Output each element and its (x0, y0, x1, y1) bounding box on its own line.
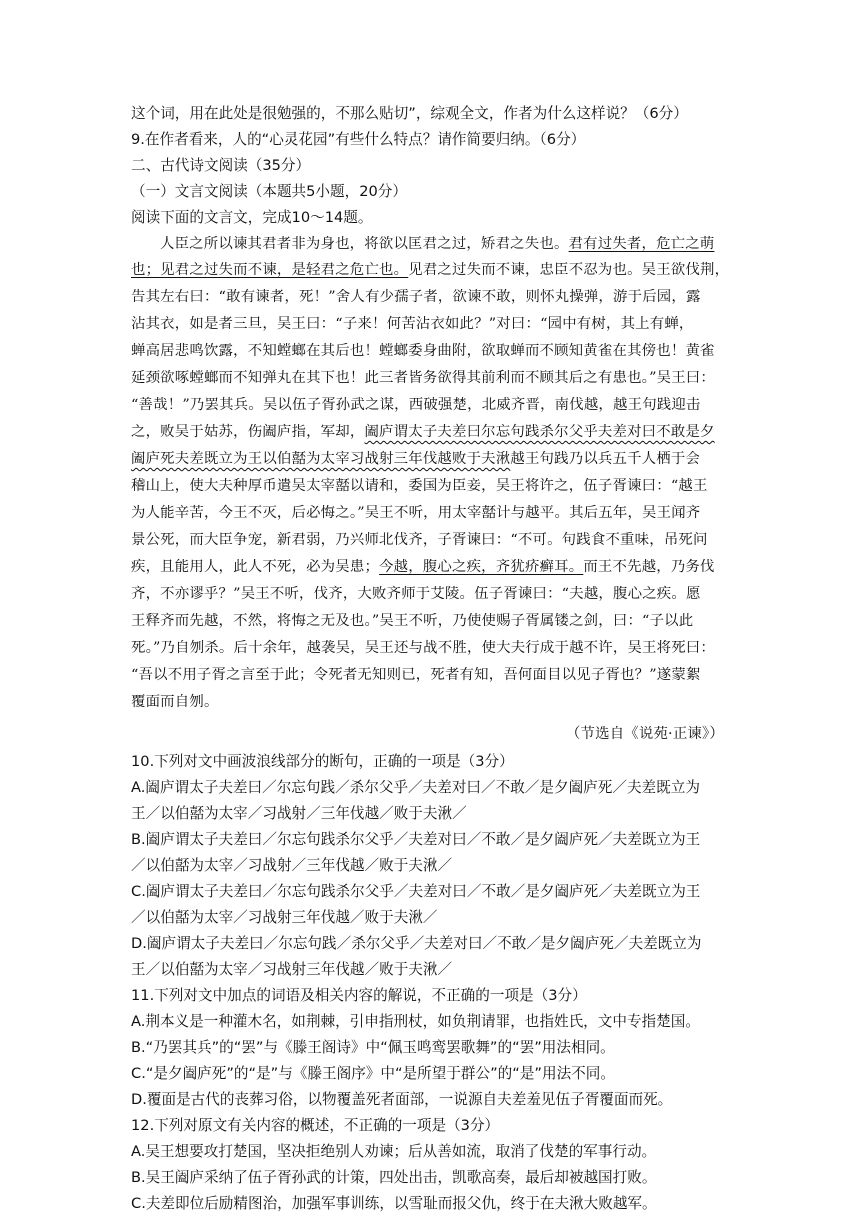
wavy-underlined-text: 阖庐谓太子夫差曰尔忘句践杀尔父乎夫差对曰不敢是夕 (364, 424, 715, 440)
q11-option-c: C.“是夕阖庐死”的“是”与《滕王阁序》中“是所望于群公”的“是”用法不同。 (131, 1065, 615, 1082)
passage-source: （节选自《说苑·正谏》） (565, 726, 724, 742)
passage-line-2: 也；见君之过失而不谏，是轻君之危亡也。见君之过失而不谏，忠臣不忍为也。吴王欲伐荆， (131, 262, 730, 278)
passage-line-10: 稽山上，使大夫种厚币遣吴太宰嚭以请和，委国为臣妾，吴王将许之，伍子胥谏曰：“越王 (131, 478, 708, 494)
instruction: 阅读下面的文言文，完成10～14题。 (131, 209, 373, 226)
question-11-stem: 11.下列对文中加点的词语及相关内容的解说，不正确的一项是（3分） (131, 987, 587, 1004)
passage-line-1: 人臣之所以谏其君者非为身也，将欲以匡君之过，矫君之失也。君有过失者，危亡之萌 (160, 236, 715, 252)
question-10-stem: 10.下列对文中画波浪线部分的断句，正确的一项是（3分） (131, 753, 514, 770)
q11-option-b: B.“乃罢其兵”的“罢”与《滕王阁诗》中“佩玉鸣鸾罢歌舞”的“罢”用法相同。 (131, 1039, 615, 1056)
q11-option-a: A.荆本义是一种灌木名，如荆棘，引申指刑杖，如负荆请罪，也指姓氏，文中专指楚国。 (131, 1013, 700, 1030)
question-12-stem: 12.下列对原文有关内容的概述，不正确的一项是（3分） (131, 1117, 500, 1134)
q10-option-a-cont: 王／以伯嚭为太宰／习战射／三年伐越／败于夫湫／ (131, 805, 467, 822)
passage-line-16: 死。”乃自刎杀。后十余年，越袭吴，吴王还与战不胜，使大夫行成于越不许，吴王将死曰： (131, 640, 715, 656)
q10-option-c: C.阖庐谓太子夫差曰／尔忘句践杀尔父乎／夫差对曰／不敢／是夕阖庐死／夫差既立为王 (131, 883, 701, 900)
passage-line-3: 告其左右曰：“敢有谏者，死！”舍人有少孺子者，欲谏不敢，则怀丸操弹，游于后园，露 (131, 289, 701, 305)
q11-option-d: D.覆面是古代的丧葬习俗，以物覆盖死者面部，一说源自夫差羞见伍子胥覆面而死。 (131, 1091, 673, 1108)
underlined-sentence-1-end: 也；见君之过失而不谏，是轻君之危亡也。 (131, 262, 409, 278)
q12-option-b: B.吴王阖庐采纳了伍子胥孙武的计策，四处出击，凯歌高奏，最后却被越国打败。 (131, 1169, 657, 1186)
underlined-sentence-1: 君有过失者，危亡之萌 (568, 236, 715, 252)
wavy-underlined-text-end: 阖庐死夫差既立为王以伯嚭为太宰习战射三年伐越败于夫湫 (131, 451, 511, 467)
passage-line-12: 景公死，而大臣争宠，新君弱，乃兴师北伐齐，子胥谏曰：“不可。句践食不重味，吊死问 (131, 532, 708, 548)
question-9: 9.在作者看来，人的“心灵花园”有些什么特点？请作简要归纳。（6分） (131, 131, 586, 148)
passage-line-8: 之，败吴于姑苏，伤阖庐指，军却，阖庐谓太子夫差曰尔忘句践杀尔父乎夫差对曰不敢是夕 (131, 424, 715, 440)
q10-option-a: A.阖庐谓太子夫差曰／尔忘句践／杀尔父乎／夫差对曰／不敢／是夕阖庐死／夫差既立为 (131, 779, 700, 796)
q10-option-d: D.阖庐谓太子夫差曰／尔忘句践／杀尔父乎／夫差对曰／不敢／是夕阖庐死／夫差既立为 (131, 935, 702, 952)
q10-option-c-cont: ／以伯嚭为太宰／习战射三年伐越／败于夫湫／ (131, 909, 438, 926)
passage-line-13: 疾，且能用人，此人不死，必为吴患；今越，腹心之疾，齐犹疥癣耳。而王不先越，乃务伐 (131, 559, 715, 575)
q10-option-b: B.阖庐谓太子夫差曰／尔忘句践杀尔父乎／夫差对曰／不敢／是夕阖庐死／夫差既立为王 (131, 831, 701, 848)
passage-line-15: 王释齐而先越，不然，将悔之无及也。”吴王不听，乃使使赐子胥属镂之剑，曰：“子以此 (131, 613, 694, 629)
passage-line-18: 覆面而自刎。 (131, 694, 219, 710)
q10-option-b-cont: ／以伯嚭为太宰／习战射／三年伐越／败于夫湫／ (131, 857, 453, 874)
passage-line-11: 为人能辛苦，今王不灭，后必悔之。”吴王不听，用太宰嚭计与越平。其后五年，吴王闻齐 (131, 505, 701, 521)
passage-line-7: “善哉！”乃罢其兵。吴以伍子胥孙武之谋，西破强楚，北威齐晋，南伐越，越王句践迎击 (131, 397, 701, 413)
passage-line-4: 沾其衣，如是者三旦，吴王曰：“子来！何苦沾衣如此？”对曰：“园中有树，其上有蝉， (131, 316, 694, 332)
passage-line-6: 延颈欲啄螳螂而不知弹丸在其下也！此三者皆务欲得其前利而不顾其后之有患也。”吴王曰： (131, 370, 715, 386)
section-heading: 二、古代诗文阅读（35分） (131, 157, 311, 174)
passage-line-14: 齐，不亦谬乎？”吴王不听，伐齐，大败齐师于艾陵。伍子胥谏曰：“夫越，腹心之疾。愿 (131, 586, 701, 602)
q12-option-c: C.夫差即位后励精图治，加强军事训练，以雪耻而报父仇，终于在夫湫大败越军。 (131, 1195, 657, 1212)
passage-line-9: 阖庐死夫差既立为王以伯嚭为太宰习战射三年伐越败于夫湫越王句践乃以兵五千人栖于会 (131, 451, 701, 467)
passage-line-5: 蝉高居悲鸣饮露，不知螳螂在其后也！螳螂委身曲附，欲取蝉而不顾知黄雀在其傍也！黄雀 (131, 343, 715, 359)
subsection-heading: （一）文言文阅读（本题共5小题，20分） (131, 183, 407, 200)
q8-tail: 这个词，用在此处是很勉强的，不那么贴切”，综观全文，作者为什么这样说？（6分） (131, 105, 688, 122)
q12-option-a: A.吴王想要攻打楚国，坚决拒绝别人劝谏；后从善如流，取消了伐楚的军事行动。 (131, 1143, 657, 1160)
passage-line-17: “吾以不用子胥之言至于此；令死者无知则已，死者有知，吾何面目以见子胥也？”遂蒙絮 (131, 667, 701, 683)
underlined-sentence-2: 今越，腹心之疾，齐犹疥癣耳。 (379, 559, 584, 575)
q10-option-d-cont: 王／以伯嚭为太宰／习战射三年伐越／败于夫湫／ (131, 961, 453, 978)
